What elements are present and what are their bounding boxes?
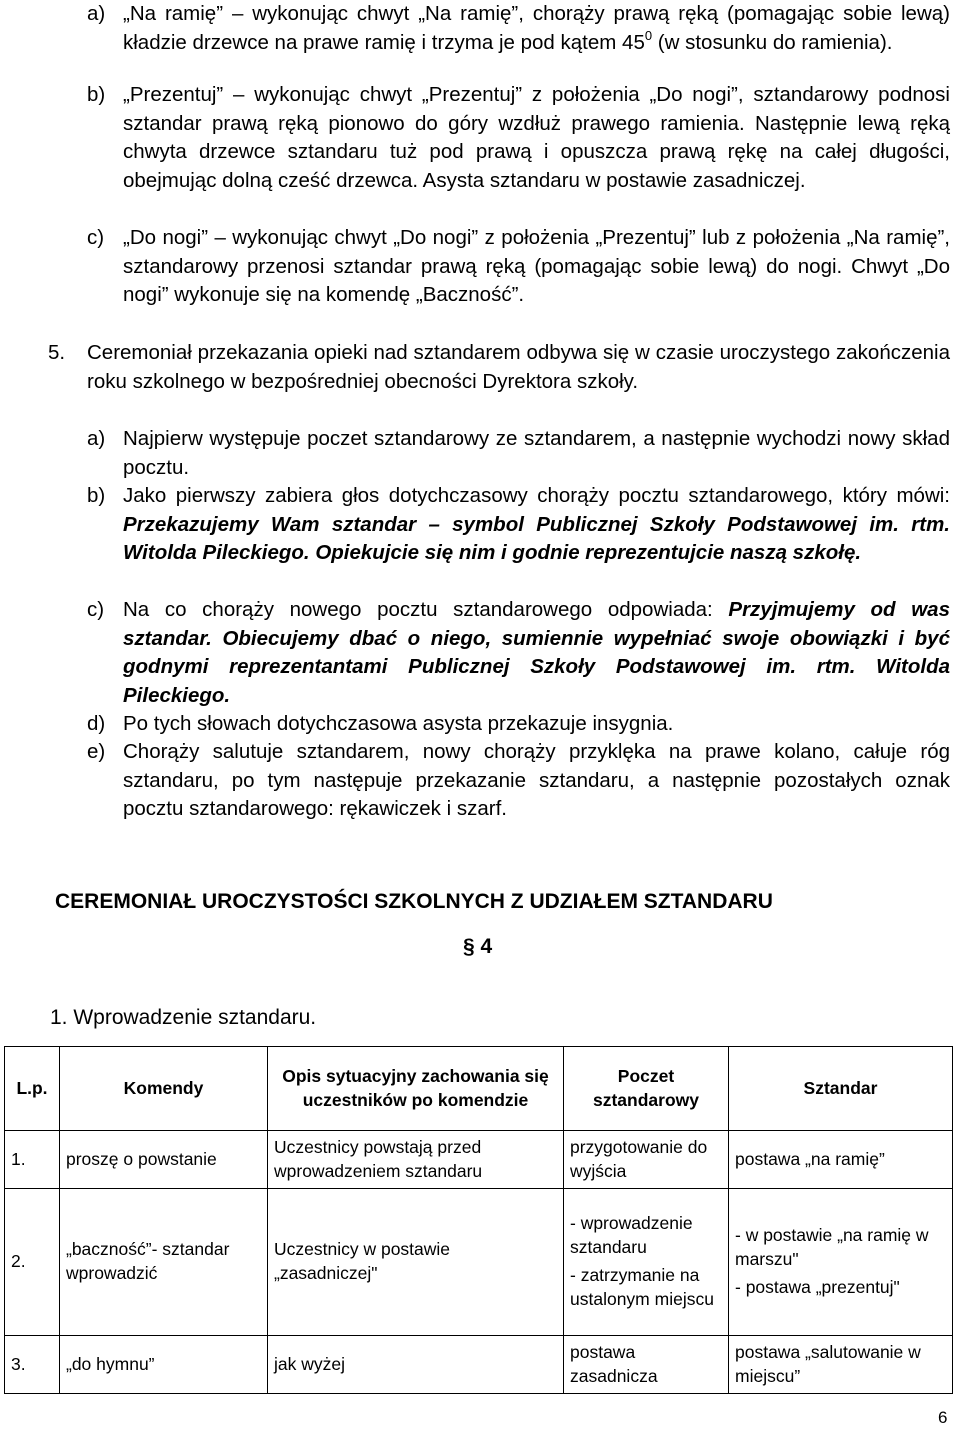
list-item-5a: [87, 425, 950, 482]
list-item-b-prezentuj: [87, 81, 950, 196]
cell-poczet: [564, 1189, 729, 1336]
item-label: b): [87, 83, 106, 106]
table-row: [5, 1131, 953, 1189]
cell-line: - wprowadzenie sztandaru: [570, 1213, 693, 1258]
cell-komenda: „do hymnu”: [60, 1336, 268, 1394]
header-poczet: Poczet sztandarowy: [564, 1047, 729, 1131]
header-sztandar: Sztandar: [729, 1047, 953, 1131]
table-row: [5, 1189, 953, 1336]
cell-sztandar: [729, 1336, 953, 1394]
section-5-text: Ceremoniał przekazania opieki nad sztandarem odbywa się w czasie uroczystego zakończenia roku szkolnego w bezpośredniej obecności Dyrektora szkoły.: [87, 341, 950, 393]
item-label: c): [87, 598, 105, 621]
cell-lp: 3.: [5, 1336, 60, 1394]
cell-opis: Uczestnicy w postawie „zasadniczej": [268, 1189, 564, 1336]
item-label: b): [87, 484, 106, 507]
cell-opis: jak wyżej: [268, 1336, 564, 1394]
cell-line: postawa zasadnicza: [570, 1341, 658, 1386]
section-5: [48, 339, 950, 396]
list-item-5d: [87, 710, 950, 739]
list-item-5e: [87, 738, 950, 824]
section-heading: CEREMONIAŁ UROCZYSTOŚCI SZKOLNYCH Z UDZIAŁEM SZTANDARU: [55, 890, 773, 913]
intro-line: 1. Wprowadzenie sztandaru.: [50, 1006, 317, 1029]
ceremony-table: [4, 1046, 953, 1394]
cell-line: postawa „na ramię”: [735, 1148, 885, 1169]
oath-quote: Przekazujemy Wam sztandar – symbol Publicznej Szkoły Podstawowej im. rtm. Witolda Pileckiego. Opiekujcie się nim i godnie reprezentujcie naszą szkołę.: [123, 512, 950, 565]
item-text: Chorąży salutuje sztandarem, nowy chorąży przyklęka na prawe kolano, całuje róg sztandaru, po tym następuje przekazanie sztandaru, a następnie pozostałych oznak pocztu sztandarowego: rękawiczek i szarf.: [123, 740, 950, 821]
paragraph-mark: § 4: [463, 935, 493, 958]
table-header-row: [5, 1047, 953, 1131]
cell-poczet: [564, 1131, 729, 1189]
item-text: „Do nogi” – wykonując chwyt „Do nogi” z położenia „Prezentuj” lub z położenia „Na ramię”, sztandarowy przenosi sztandar prawą ręką (pomagając sobie lewą) do nogi. Chwyt „Do nogi” wykonuje się na komendę „Baczność”.: [123, 226, 950, 307]
item-text: Najpierw występuje poczet sztandarowy ze sztandarem, a następnie wychodzi nowy skład pocztu.: [123, 427, 950, 479]
table-row: [5, 1336, 953, 1394]
item-text: [123, 596, 950, 711]
cell-line: przygotowanie do wyjścia: [570, 1136, 708, 1181]
item-text: „Na ramię” – wykonując chwyt „Na ramię”, chorąży prawą ręką (pomagając sobie lewą) kładzie drzewce na prawe ramię i trzyma je pod kątem $45^0$ (w stosunku do ramienia).: [123, 2, 950, 54]
cell-lp: 2.: [5, 1189, 60, 1336]
cell-opis: Uczestnicy powstają przed wprowadzeniem sztandaru: [268, 1131, 564, 1189]
item-text: „Prezentuj” – wykonując chwyt „Prezentuj” z położenia „Do nogi”, sztandarowy podnosi sztandar prawą ręką pionowo do góry wzdłuż prawego ramienia. Następnie lewą ręką chwyta drzewce sztandaru tuż pod prawą i opuszcza prawą rękę na całej długości, obejmując dolną cześć drzewca. Asysta sztandaru w postawie zasadniczej.: [123, 83, 950, 193]
item-label: e): [87, 740, 106, 763]
item-text: [123, 482, 950, 568]
item-plain-text: Na co chorąży nowego pocztu sztandarowego odpowiada:: [123, 598, 729, 621]
cell-line: - zatrzymanie na ustalonym miejscu: [570, 1265, 714, 1309]
section-number: 5.: [48, 341, 66, 364]
list-item-a-na-ramie: [87, 0, 950, 57]
list-item-5c: [87, 596, 950, 711]
header-komendy: Komendy: [60, 1047, 268, 1131]
cell-komenda: „baczność”- sztandar wprowadzić: [60, 1189, 268, 1336]
item-label: c): [87, 226, 105, 249]
list-item-c-do-nogi: [87, 224, 950, 310]
page-number: 6: [938, 1408, 948, 1427]
list-item-5b: [87, 482, 950, 568]
cell-line: - w postawie „na ramię w marszu": [735, 1225, 929, 1270]
header-opis: Opis sytuacyjny zachowania się uczestników po komendzie: [268, 1047, 564, 1131]
item-text: Po tych słowach dotychczasowa asysta przekazuje insygnia.: [123, 712, 674, 735]
cell-sztandar: [729, 1131, 953, 1189]
cell-sztandar: [729, 1189, 953, 1336]
item-label: d): [87, 712, 106, 735]
cell-poczet: [564, 1336, 729, 1394]
cell-line: - postawa „prezentuj": [735, 1276, 900, 1297]
item-plain-text: Jako pierwszy zabiera głos dotychczasowy chorąży pocztu sztandarowego, który mówi:: [123, 484, 950, 507]
cell-komenda: proszę o powstanie: [60, 1131, 268, 1189]
item-label: a): [87, 427, 106, 450]
cell-lp: 1.: [5, 1131, 60, 1189]
item-label: a): [87, 2, 106, 25]
header-lp: L.p.: [5, 1047, 60, 1131]
cell-line: postawa „salutowanie w miejscu”: [735, 1341, 921, 1386]
response-quote: Przyjmujemy od was sztandar. Obiecujemy dbać o niego, sumiennie wypełniać swoje obowiązki i być godnymi reprezentantami Publicznej Szkoły Podstawowej im. rtm. Witolda Pileckiego.: [123, 598, 950, 708]
